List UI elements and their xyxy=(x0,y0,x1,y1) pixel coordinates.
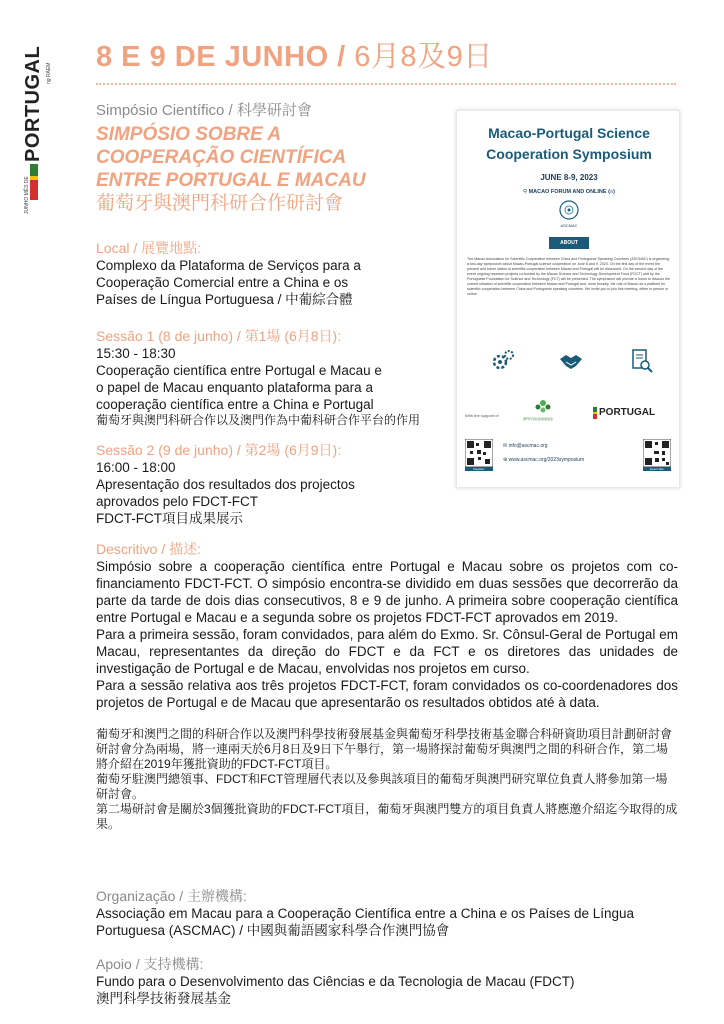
poster-logo-text: ASCMAC xyxy=(560,223,578,228)
brand-small-text: JUNHO MÊS DE xyxy=(24,176,30,214)
organizacao-label: Organização / 主辦機構: xyxy=(96,888,247,904)
descritivo-cn-p3: 葡萄牙駐澳門總領事、FDCT和FCT管理層代表以及參與該項目的葡萄牙與澳門研究單位負責人將參加第一場研討會。 xyxy=(96,772,668,801)
descritivo-label: Descritivo / 描述: xyxy=(96,541,202,557)
local-line1: Complexo da Plataforma de Serviços para a xyxy=(96,258,361,273)
apoio-line2: 澳門科學技術發展基金 xyxy=(96,991,231,1006)
poster-support-label: With the support of xyxy=(465,413,499,418)
session1-line3: cooperação científica entre a China e Portugal xyxy=(96,397,374,412)
descritivo-cn-p4: 第二場研討會是關於3個獲批資助的FDCT-FCT項目，葡萄牙與澳門雙方的項目負責人將應邀介紹迄今取得的成果。 xyxy=(96,802,678,831)
session1-line1: Cooperação científica entre Portugal e Macau e xyxy=(96,363,382,378)
date-cn: 6月8及9日 xyxy=(345,41,493,73)
session2-time: 16:00 - 18:00 xyxy=(96,460,176,475)
event-header xyxy=(96,102,448,216)
poster-venue xyxy=(457,189,681,195)
poster-flag-icon xyxy=(593,407,597,419)
page-title xyxy=(96,34,493,75)
session2-line2: aprovados pelo FDCT-FCT xyxy=(96,494,259,509)
poster-dates: JUNE 8-9, 2023 xyxy=(540,173,598,182)
session1-line2: o papel de Macau enquanto plataforma para a xyxy=(96,380,373,395)
date-pt: 8 E 9 DE JUNHO / xyxy=(96,41,346,73)
poster-title xyxy=(457,123,681,165)
email-icon: ✉ xyxy=(503,443,509,449)
organizacao-line1: Associação em Macau para a Cooperação Científica entre a China e os Países de Língua xyxy=(96,906,635,921)
handshake-icon xyxy=(557,347,585,375)
poster-about-label: ABOUT xyxy=(549,237,589,249)
descritivo-section xyxy=(96,541,678,832)
poster-email: info@ascmac.org xyxy=(508,443,548,449)
brand-side-text: ng RAEM xyxy=(46,62,52,84)
apoio-line1: Fundo para o Desenvolvimento das Ciências e da Tecnologia de Macau (FDCT) xyxy=(96,974,575,989)
ascmac-logo-icon xyxy=(558,199,580,221)
session1-label: Sessão 1 (8 de junho) / 第1場 (6月8日): xyxy=(96,328,342,344)
brand-wordmark: PORTUGAL xyxy=(22,45,44,162)
poster-website-row xyxy=(503,457,584,463)
event-category: Simpósio Científico / 科學研討會 xyxy=(96,102,312,119)
local-line2: Cooperação Comercial entre a China e os xyxy=(96,275,349,290)
qr-register-label: Register xyxy=(473,467,485,471)
local-line3: Países de Língua Portuguesa / 中葡綜合體 xyxy=(96,292,353,307)
descritivo-pt-p1: Simpósio sobre a cooperação científica entre Portugal e Macau sobre os projetos com co-financiamento FDCT-FCT. O simpósio encontra-se dividido em duas sessões que decorrerão da parte da tarde de dois dias consecutivos, 8 e 9 de junho. A primeira sobre cooperação científica entre Portugal e Macau e a segunda sobre os projetos FDCT-FCT aprovados em 2019. xyxy=(96,559,678,625)
organizacao-line2: Portuguesa (ASCMAC) / 中國與葡語國家科學合作澳門協會 xyxy=(96,923,450,938)
session1-cn: 葡萄牙與澳門科研合作以及澳門作為中葡科研合作平台的作用 xyxy=(96,413,421,427)
poster-title-line2: Cooperation Symposium xyxy=(486,146,652,162)
poster-venue-text: MACAO FORUM AND ONLINE (≡) xyxy=(528,189,615,195)
portugal-flag-icon xyxy=(30,164,38,200)
session1-section xyxy=(96,328,456,428)
session1-time: 15:30 - 18:30 xyxy=(96,346,176,361)
poster-contact-row xyxy=(457,433,681,489)
poster-icon-row xyxy=(479,347,659,377)
event-title-line2: COOPERAÇÃO CIENTÍFICA xyxy=(96,147,347,168)
descritivo-cn-p2: 研討會分為兩場，將一連兩天於6月8日及9日下午舉行，第一場將探討葡萄牙與澳門之間的科研合作，第二場將介紹在2019年獲批資助的FDCT-FCT項目。 xyxy=(96,742,669,771)
poster-website: www.ascmac.org/2023symposium xyxy=(508,457,585,463)
event-title-cn: 葡萄牙與澳門科研合作研討會 xyxy=(96,193,344,214)
document-search-icon xyxy=(627,347,655,375)
event-title-line1: SIMPÓSIO SOBRE A xyxy=(96,124,282,145)
fdct-logo-text: 澳門科學技術發展基金 xyxy=(523,417,554,421)
gears-icon xyxy=(489,347,517,375)
poster-portugal-logo: PORTUGAL xyxy=(599,407,656,418)
session2-label: Sessão 2 (9 de junho) / 第2場 (6月9日): xyxy=(96,442,342,458)
event-poster xyxy=(456,110,680,488)
dotted-divider xyxy=(96,83,676,85)
session2-cn: FDCT-FCT項目成果展示 xyxy=(96,511,243,526)
event-title-line3: ENTRE PORTUGAL E MACAU xyxy=(96,170,366,191)
globe-icon: ⊕ xyxy=(503,457,509,463)
descritivo-pt-p3: Para a sessão relativa aos três projetos FDCT-FCT, foram convidados os co-coordenadores dos projetos de Portugal e de Macau que apresentarão os resultados obtidos até à data. xyxy=(96,678,678,710)
location-pin-icon: ⚲ xyxy=(523,189,529,195)
poster-about-text: The Macao Association for Scientific Cooperation between China and Portuguese Speaking Countries (ASCMAC) is organizing a two-day symposium about Macao-Portugal science cooperation on June 8 and 9, 2023. On the first day of the event the present and future status of scientific cooperation between Macao and Portugal will be discussed. On the second day of the event ongoing research projects co-funded by the Macao Science and Technology Development Fund (FDCT) and by the Portuguese Foundation for Science and Technology (FCT) will be presented. The symposium will provide a forum to discuss the current situation of scientific cooperation between Macao and Portugal and, more broadly, the role of Macao as a platform for scientific cooperation between China and Portuguese speaking countries. We invite you to join this meeting, either in person or online. xyxy=(467,257,671,296)
poster-email-row xyxy=(503,443,548,449)
apoio-section xyxy=(96,955,678,1007)
poster-support-row xyxy=(465,397,675,427)
fdct-logo-icon xyxy=(531,397,555,417)
session2-section xyxy=(96,442,448,527)
local-section xyxy=(96,240,448,308)
qr-event-site-label: Event Site xyxy=(650,467,664,471)
session2-line1: Apresentação dos resultados dos projectos xyxy=(96,477,355,492)
organizacao-section xyxy=(96,887,678,939)
apoio-label: Apoio / 支持機構: xyxy=(96,956,204,972)
local-label: Local / 展覽地點: xyxy=(96,240,202,256)
descritivo-cn-p1: 葡萄牙和澳門之間的科研合作以及澳門科學技術發展基金與葡萄牙科學技術基金聯合科研資助項目計劃研討會 xyxy=(96,727,673,741)
descritivo-pt-p2: Para a primeira sessão, foram convidados, para além do Exmo. Sr. Cônsul-Geral de Portugal em Macau, representantes da direção do FDCT e da FCT e os diretores das unidades de investigação de Portugal e de Macau, envolvidas nos projetos em curso. xyxy=(96,627,678,676)
poster-title-line1: Macao-Portugal Science xyxy=(488,125,650,141)
